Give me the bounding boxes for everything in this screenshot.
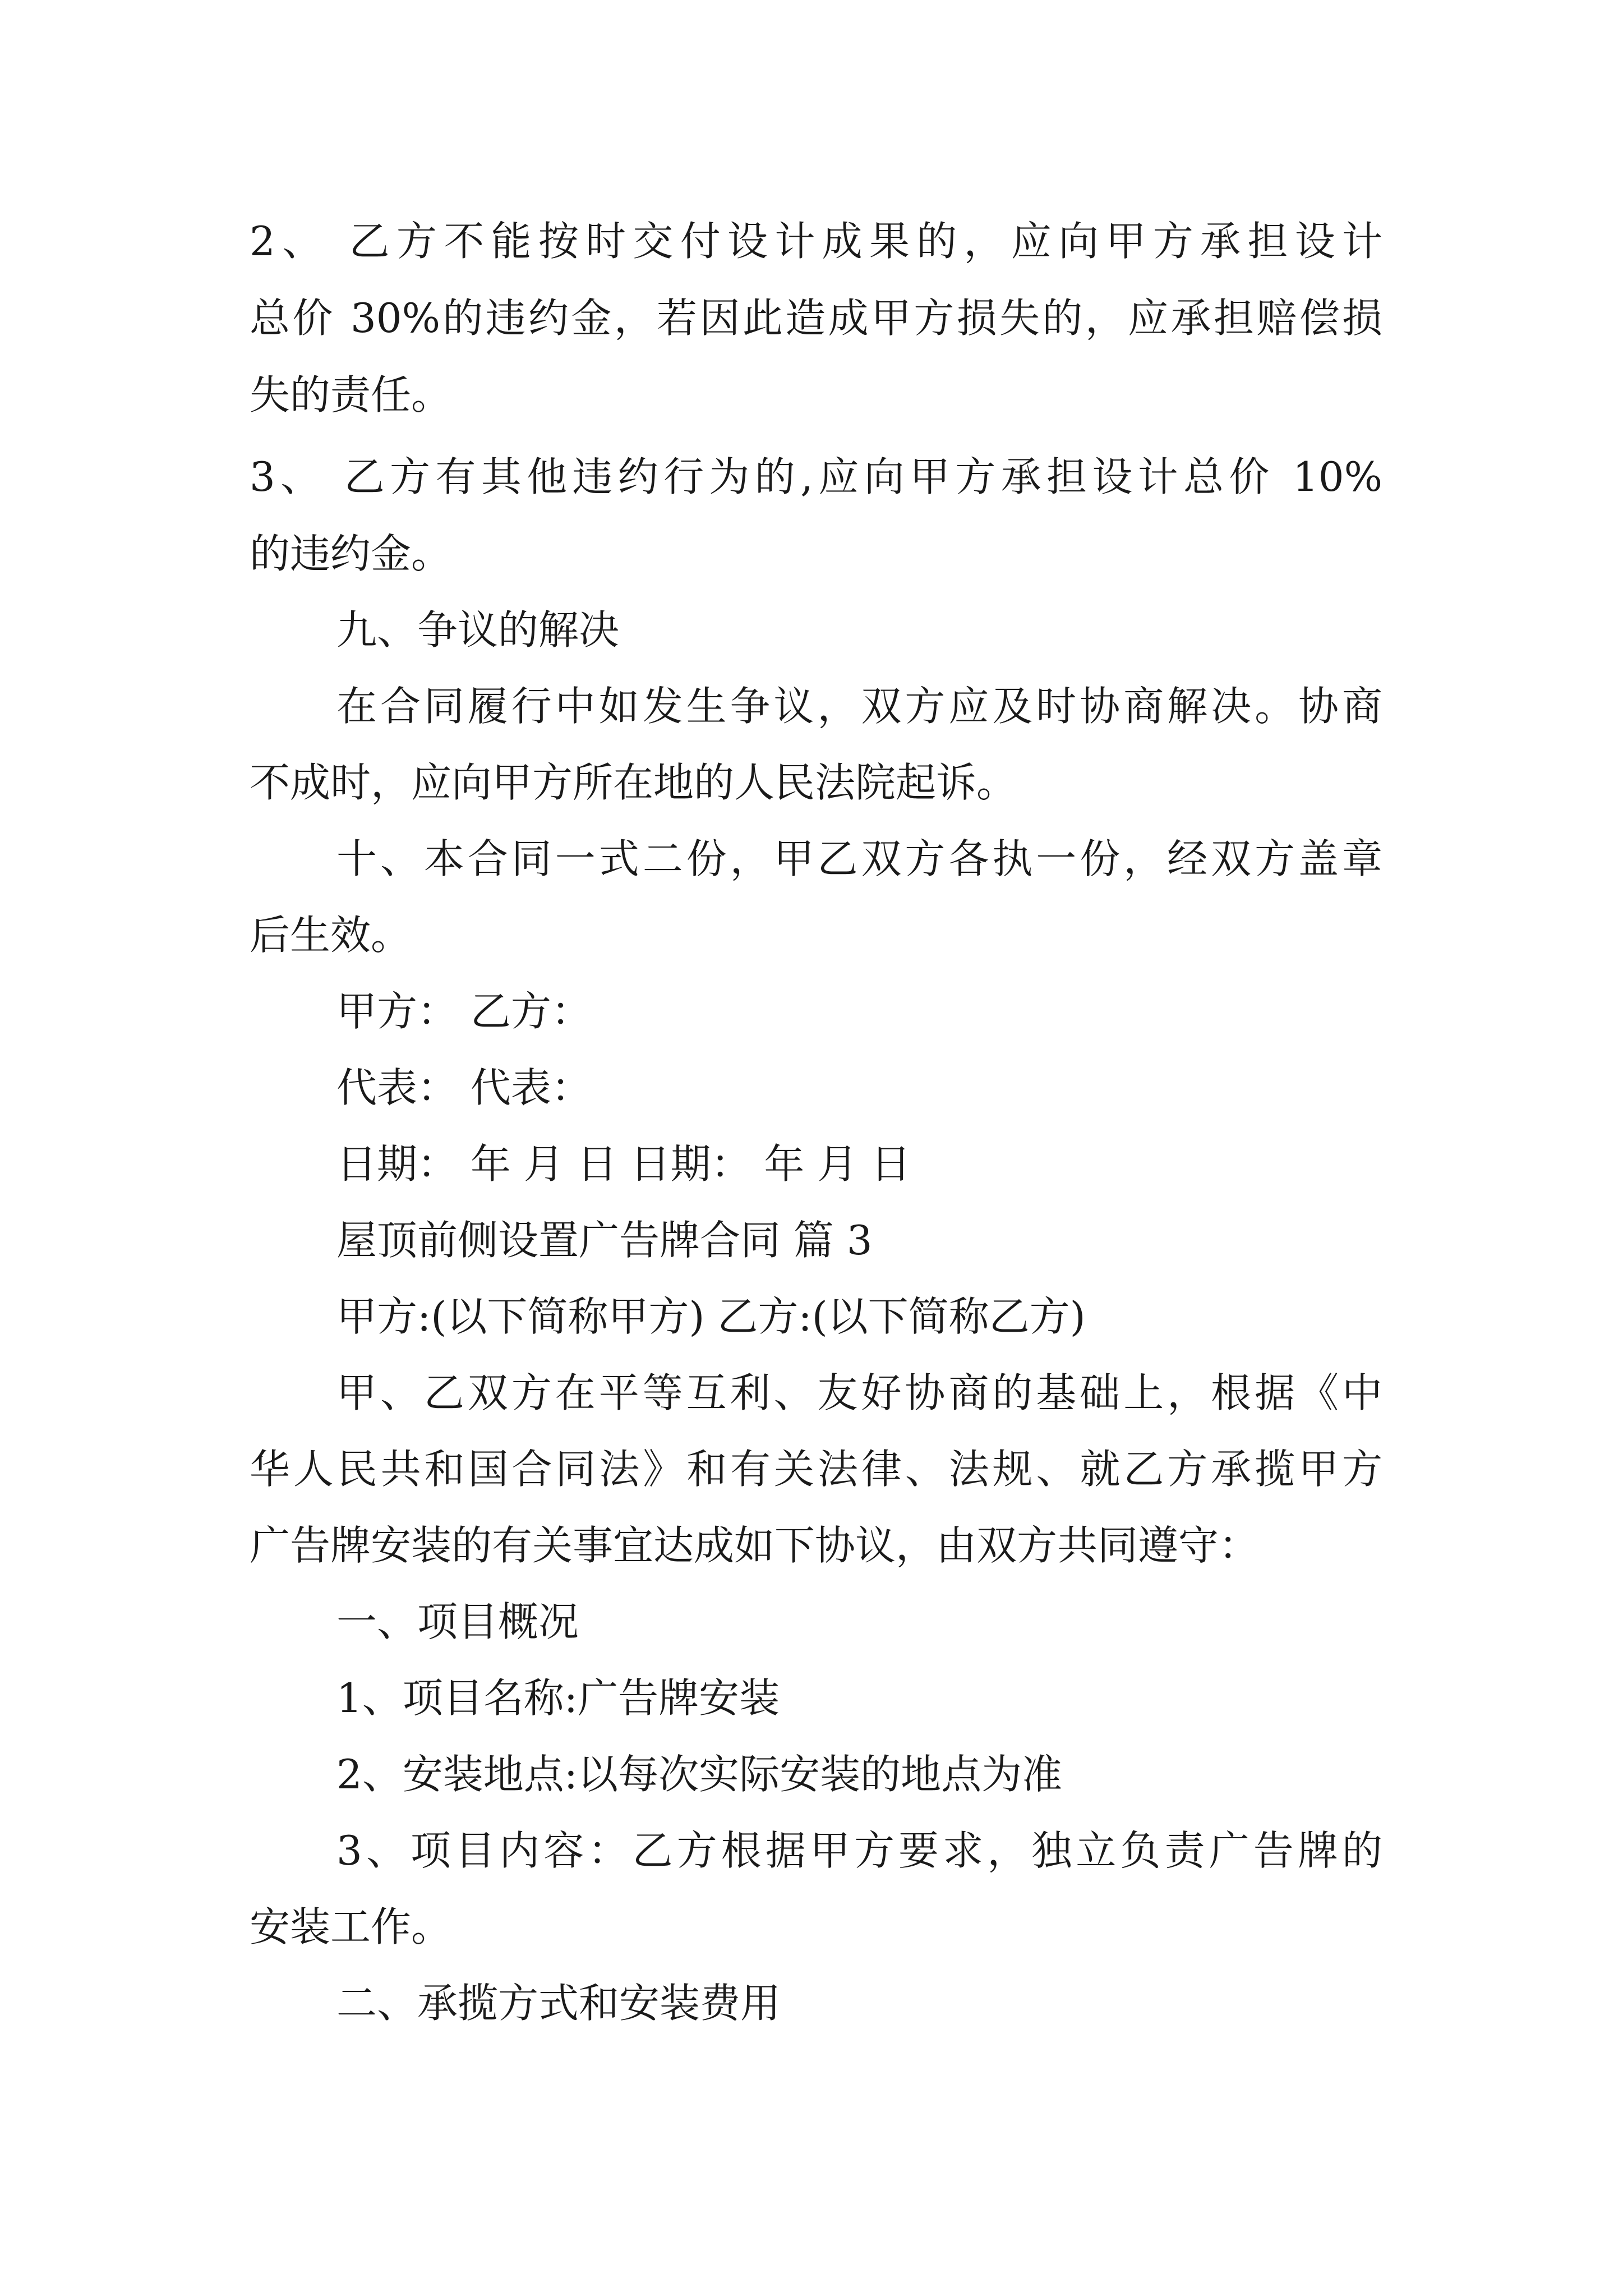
signature-party-line: 甲方： 乙方：: [336, 988, 592, 1035]
text-line-5: 的违约金。: [250, 530, 452, 577]
contract-title: 屋顶前侧设置广告牌合同 篇 3: [336, 1217, 873, 1264]
text-line-3: 失的责任。: [250, 371, 452, 418]
section-heading-dispute: 九、争议的解决: [336, 606, 620, 654]
text-line-9: 十、本合同一式二份，甲乙双方各执一份，经双方盖章: [336, 835, 1382, 882]
text-line-16: 甲、乙双方在平等互利、友好协商的基础上，根据《中: [336, 1369, 1382, 1416]
section-heading-overview: 一、项目概况: [336, 1598, 579, 1645]
text-line-2: 总价 30%的违约金，若因此造成甲方损失的，应承担赔偿损: [250, 295, 1382, 342]
text-line-22: 3、项目内容：乙方根据甲方要求，独立负责广告牌的: [336, 1827, 1382, 1874]
signature-representative-line: 代表： 代表：: [336, 1064, 592, 1111]
parties-line: 甲方:(以下简称甲方) 乙方:(以下简称乙方): [336, 1293, 1086, 1340]
text-line-4: 3、 乙方有其他违约行为的,应向甲方承担设计总价 10%: [250, 453, 1382, 500]
section-heading-contracting: 二、承揽方式和安装费用: [336, 1980, 781, 2027]
text-line-20: 1、项目名称:广告牌安装: [336, 1674, 780, 1722]
text-line-10: 后生效。: [250, 912, 412, 959]
text-line-7: 在合同履行中如发生争议，双方应及时协商解决。协商: [336, 683, 1382, 730]
text-line-21: 2、安装地点:以每次实际安装的地点为准: [336, 1751, 1063, 1798]
text-line-17: 华人民共和国合同法》和有关法律、法规、就乙方承揽甲方: [250, 1446, 1382, 1493]
text-line-23: 安装工作。: [250, 1903, 452, 1950]
signature-date-line: 日期： 年 月 日 日期： 年 月 日: [336, 1140, 911, 1188]
text-line-1: 2、 乙方不能按时交付设计成果的，应向甲方承担设计: [250, 218, 1382, 265]
text-line-8: 不成时，应向甲方所在地的人民法院起诉。: [250, 759, 1017, 806]
text-line-18: 广告牌安装的有关事宜达成如下协议，由双方共同遵守：: [250, 1522, 1260, 1569]
